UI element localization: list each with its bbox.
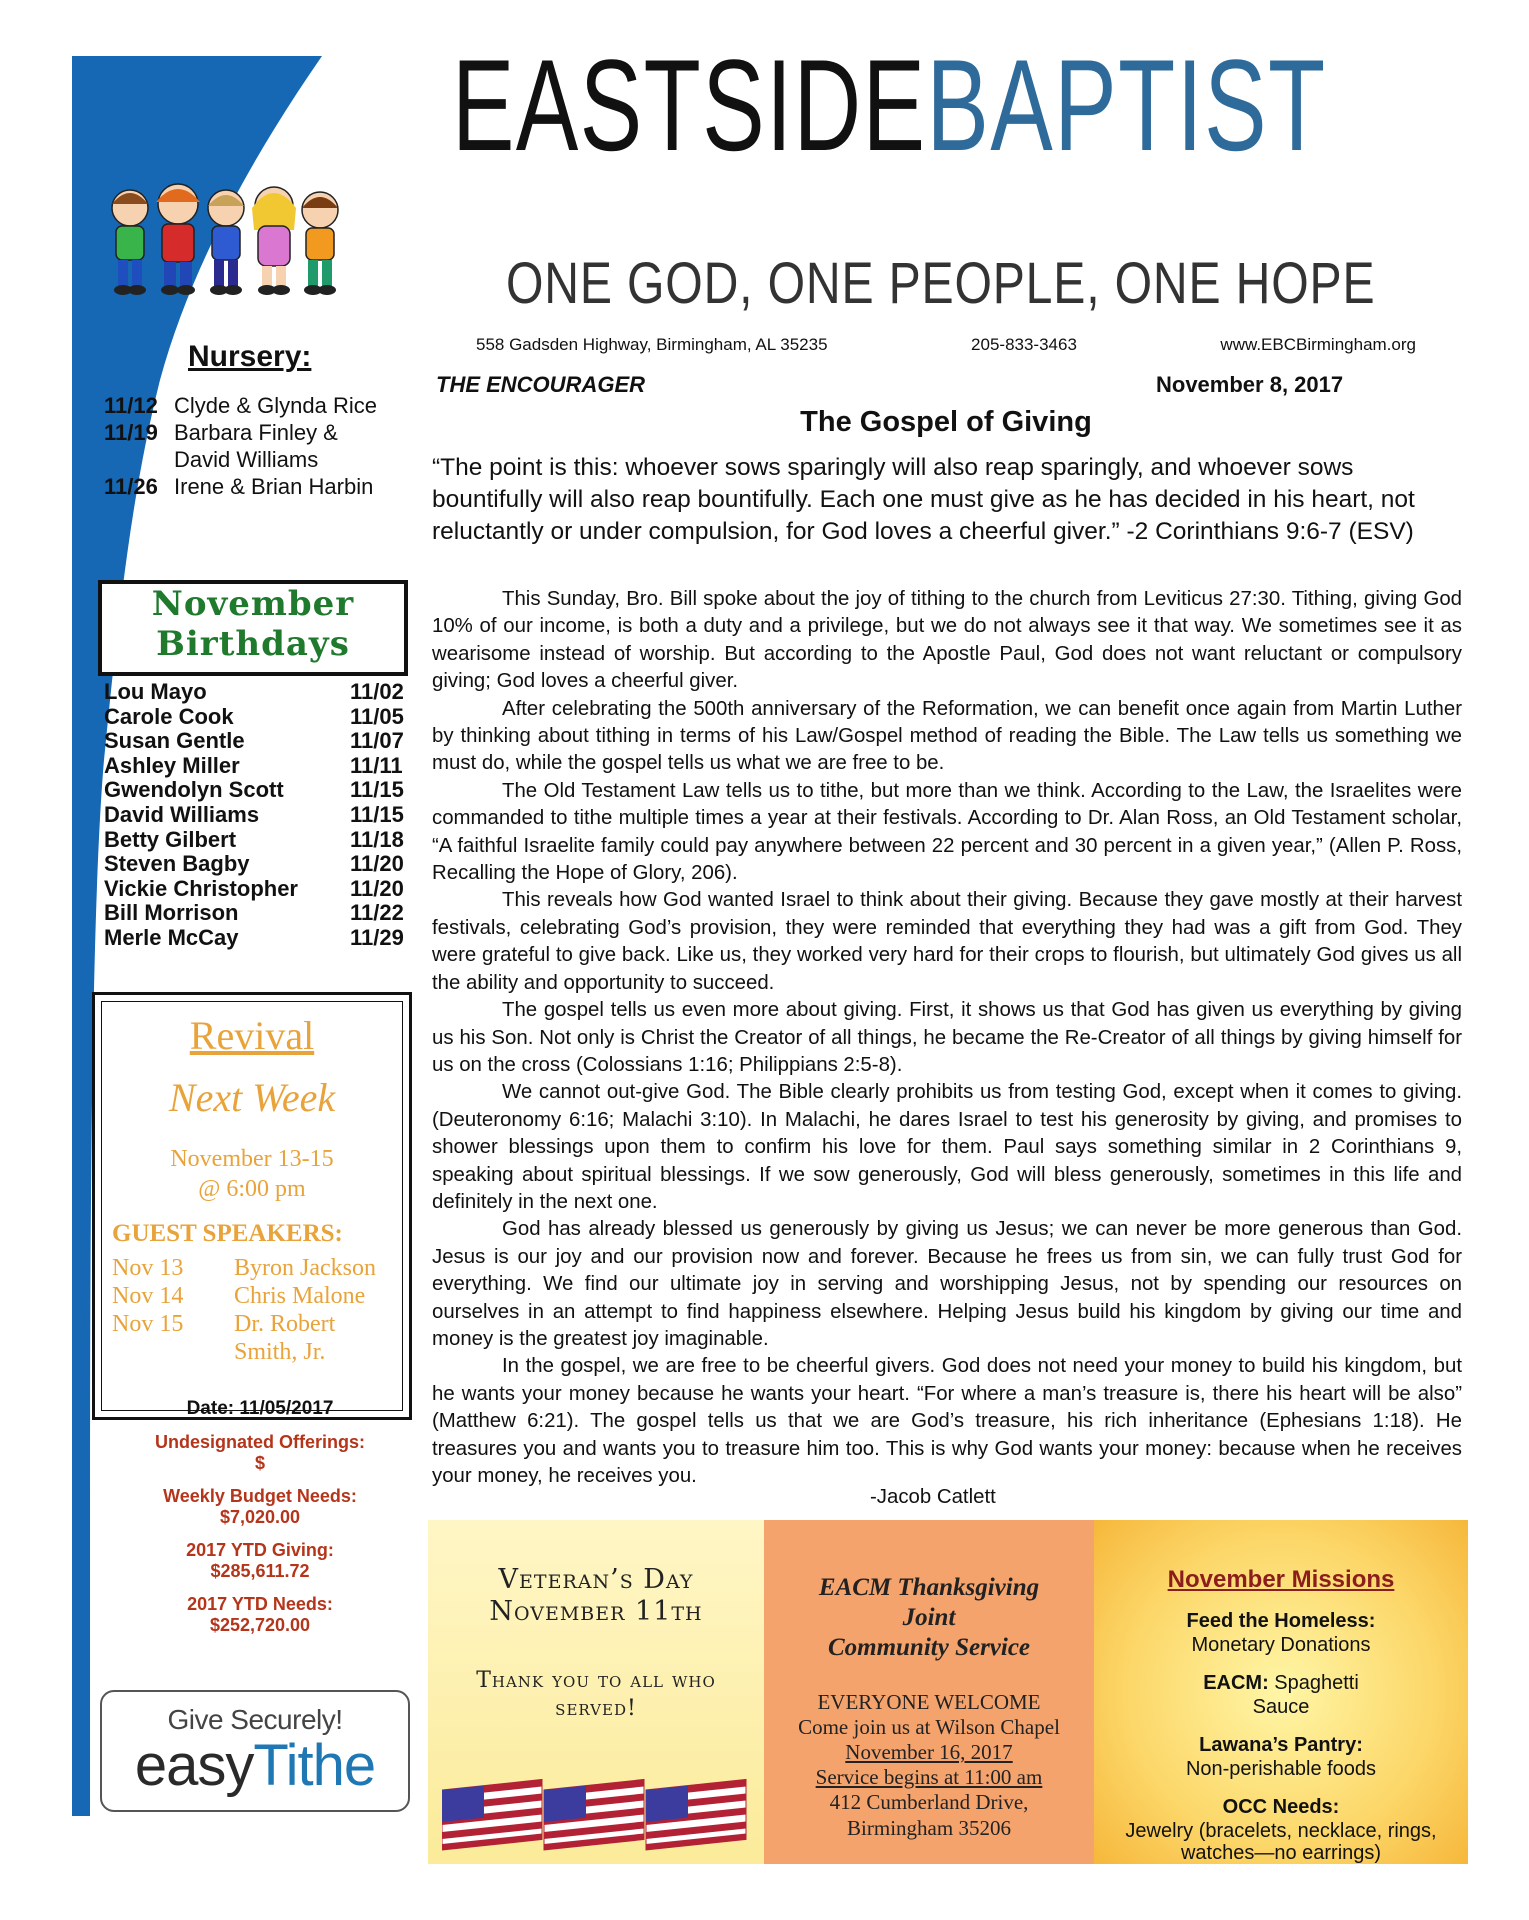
nursery-names: Irene & Brian Harbin — [174, 474, 374, 499]
nursery-entry — [104, 419, 424, 446]
nursery-entry — [104, 473, 424, 500]
speaker-row — [112, 1254, 376, 1282]
article-body — [432, 586, 1462, 1490]
finance-date: Date: 11/05/2017 — [186, 1398, 334, 1419]
mission-detail: watches—no earrings) — [1180, 1842, 1382, 1864]
easytithe-logo-easy: easy — [134, 1733, 254, 1798]
revival-time: @ 6:00 pm — [198, 1176, 306, 1202]
mission-detail: Jewelry (bracelets, necklace, rings, — [1125, 1820, 1437, 1842]
birthday-date: 11/07 — [350, 728, 404, 754]
church-name-part2: BAPTIST — [926, 32, 1327, 178]
eacm-title-line3: Community Service — [827, 1634, 1031, 1661]
article-paragraph: After celebrating the 500th anniversary of the Reformation, we can benefit once again from Martin Luther by thinking about tithing in terms of his Law/Gospel method of reading the Bible. The Law tells us something we must do, while the gospel tells us what we are free to be. — [432, 697, 1462, 775]
revival-date-range: November 13-15 — [170, 1146, 334, 1172]
article-paragraph: We cannot out-give God. The Bible clearly prohibits us from testing God, except when it comes to giving. (Deuteronomy 6:16; Malachi 3:10). In Malachi, he dares Israel to test his generosity by giving, and promises to shower blessings upon them to confirm his love for them. Paul says something similar in 2 Corinthians 9, speaking about spiritual blessings. If we sow generously, God will bless generously, sometimes in this life and definitely in the next one. — [432, 1081, 1462, 1213]
revival-inner-border — [101, 1001, 403, 1411]
birthday-name: Susan Gentle — [104, 728, 245, 754]
finance-summary — [100, 1398, 420, 1648]
birthday-name: Bill Morrison — [104, 900, 239, 926]
eacm-address-line2: Birmingham 35206 — [847, 1816, 1011, 1840]
mission-detail: Spaghetti — [1268, 1672, 1359, 1694]
birthday-date: 11/20 — [350, 851, 404, 877]
mission-detail: Non-perishable foods — [1185, 1758, 1377, 1780]
veterans-date: November 11th — [489, 1596, 703, 1627]
birthday-date: 11/05 — [350, 703, 404, 729]
eacm-title-line1: EACM Thanksgiving — [818, 1574, 1040, 1601]
easytithe-tagline: Give Securely! — [167, 1704, 343, 1735]
birthday-entry — [104, 926, 414, 951]
speaker-name: Smith, Jr. — [234, 1339, 326, 1365]
speaker-name: Dr. Robert — [234, 1311, 336, 1337]
newsletter-name: THE ENCOURAGER — [436, 372, 646, 397]
eacm-address-line1: 412 Cumberland Drive, — [829, 1790, 1029, 1814]
birthday-name: David Williams — [104, 801, 260, 827]
easytithe-logo — [102, 1732, 408, 1799]
speaker-row — [112, 1282, 365, 1310]
article-paragraph: The Old Testament Law tells us to tithe, but more than we think. According to the Law, the Israelites were commanded to tithe multiple times a year at their festivals. According to Dr. Alan Ross, an Old Testament scholar, “A faithful Israelite family could pay anywhere between 22 percent and 30 percent in a given year,” (Allen P. Ross, Recalling the Hope of Glory, 206). — [432, 779, 1462, 885]
birthday-name: Merle McCay — [104, 924, 239, 950]
birthday-date: 11/29 — [350, 924, 404, 950]
speaker-name: Chris Malone — [234, 1283, 366, 1309]
eacm-time: Service begins at 11:00 am — [815, 1765, 1043, 1789]
easytithe-button[interactable] — [100, 1690, 410, 1812]
speaker-row — [112, 1338, 325, 1366]
undesignated-value: $ — [254, 1453, 265, 1473]
church-website[interactable]: www.EBCBirmingham.org — [1220, 335, 1416, 354]
church-name-part1: EASTSIDE — [452, 32, 927, 178]
nursery-entry — [104, 446, 424, 473]
november-missions-panel — [1094, 1520, 1468, 1864]
birthdays-title-line2: Birthdays — [156, 624, 350, 664]
us-flags-icon — [442, 1772, 752, 1856]
article-paragraph: God has already blessed us generously by giving us Jesus; we can never be more generous than God. Jesus is our joy and our provision now and forever. Because he frees us from sin, we can fully trust God for everything. We find our ultimate joy in serving and worshipping Jesus, not by spending our resources on ourselves in an attempt to find happiness elsewhere. Helping Jesus build his kingdom by giving our time and money is the greatest joy imaginable. — [432, 1218, 1462, 1350]
mission-eacm-line — [1094, 1672, 1468, 1695]
birthday-date: 11/18 — [350, 826, 404, 852]
article-paragraph: This Sunday, Bro. Bill spoke about the joy of tithing to the church from Leviticus 27:30. Tithing, giving God 10% of our income, is both a duty and a privilege, but we do not always see it that way. We sometimes see it as wearisome instead of worship. But according to the Apostle Paul, God does not want reluctant or compulsory giving; God loves a cheerful giver. — [432, 588, 1462, 693]
birthday-entry — [104, 729, 414, 754]
missions-title: November Missions — [1167, 1566, 1395, 1593]
birthday-date: 11/20 — [350, 875, 404, 901]
birthday-entry — [104, 705, 414, 730]
church-name — [452, 32, 1327, 178]
easytithe-logo-tithe: Tithe — [253, 1733, 376, 1798]
nursery-date: 11/26 — [104, 474, 158, 499]
birthday-entry — [104, 754, 414, 779]
veterans-title: Veteran’s Day — [498, 1564, 694, 1595]
birthday-name: Steven Bagby — [104, 851, 250, 877]
nursery-names: David Williams — [174, 447, 319, 472]
issue-date: November 8, 2017 — [1156, 372, 1344, 397]
veterans-thanks-line2: served! — [555, 1696, 637, 1721]
nursery-list — [104, 392, 424, 500]
mission-detail: Sauce — [1252, 1696, 1310, 1718]
article-scripture-quote: “The point is this: whoever sows sparingly will also reap sparingly, and whoever sows bountifully will also reap bountifully. Each one must give as he has decided in his heart, not reluctantly or under compulsion, for God loves a cheerful giver.” -2 Corinthians 9:6-7 (ESV) — [432, 454, 1415, 545]
birthday-name: Vickie Christopher — [104, 875, 298, 901]
birthday-name: Betty Gilbert — [104, 826, 237, 852]
birthday-date: 11/15 — [350, 777, 404, 803]
speaker-row — [112, 1310, 335, 1338]
nursery-date — [104, 446, 174, 473]
mission-heading: Feed the Homeless: — [1186, 1610, 1376, 1632]
eacm-thanksgiving-panel — [764, 1520, 1094, 1864]
birthday-date: 11/15 — [350, 801, 404, 827]
birthdays-title-line1: November — [151, 584, 355, 624]
revival-box — [92, 992, 412, 1420]
birthday-entry — [104, 778, 414, 803]
veterans-day-panel — [428, 1520, 764, 1864]
mission-heading: OCC Needs: — [1222, 1796, 1340, 1818]
article-paragraph: This reveals how God wanted Israel to think about their giving. Because they gave mostly at their harvest festivals, celebrating God’s provision, they were reminded that everything they had was a gift from God. They were grateful to give back. Like us, they worked very hard for their crops to flourish, but ultimately God gives us all the ability and opportunity to succeed. — [432, 889, 1462, 994]
mission-heading: EACM: — [1203, 1672, 1269, 1694]
birthday-entry — [104, 828, 414, 853]
nursery-names: Clyde & Glynda Rice — [174, 393, 377, 418]
ytd-needs-value: $252,720.00 — [209, 1615, 311, 1635]
eacm-welcome: EVERYONE WELCOME — [817, 1690, 1041, 1714]
birthdays-list — [104, 680, 414, 951]
ytd-giving-label: 2017 YTD Giving: — [186, 1540, 334, 1560]
revival-title: Revival — [189, 1013, 315, 1058]
birthday-entry — [104, 901, 414, 926]
church-tagline: ONE GOD, ONE PEOPLE, ONE HOPE — [506, 251, 1376, 316]
nursery-title: Nursery: — [188, 340, 312, 373]
undesignated-label: Undesignated Offerings: — [154, 1432, 365, 1452]
eacm-location: Come join us at Wilson Chapel — [798, 1715, 1060, 1739]
birthday-entry — [104, 852, 414, 877]
birthday-name: Carole Cook — [104, 703, 234, 729]
birthday-name: Lou Mayo — [104, 679, 207, 704]
birthday-entry — [104, 877, 414, 902]
mission-heading: Lawana’s Pantry: — [1199, 1734, 1363, 1756]
ytd-needs-label: 2017 YTD Needs: — [187, 1594, 333, 1614]
birthday-name: Ashley Miller — [104, 752, 240, 778]
speaker-date: Nov 15 — [112, 1311, 184, 1337]
mission-detail: Monetary Donations — [1191, 1634, 1371, 1656]
nursery-names: Barbara Finley & — [174, 420, 338, 445]
guest-speakers-heading: GUEST SPEAKERS: — [112, 1220, 343, 1247]
article-paragraph: The gospel tells us even more about giving. First, it shows us that God has given us everything by giving us his Son. Not only is Christ the Creator of all things, he became the Re-Creator of all things by giving himself for us on the cross (Colossians 1:16; Philippians 2:5-8). — [432, 999, 1462, 1076]
speaker-date: Nov 13 — [112, 1255, 184, 1281]
nursery-date: 11/12 — [104, 393, 158, 418]
contact-line — [476, 335, 1416, 355]
veterans-thanks-line1: Thank you to all who — [476, 1668, 716, 1693]
birthday-date: 11/22 — [350, 900, 404, 926]
revival-subtitle: Next Week — [168, 1075, 336, 1120]
article-author: -Jacob Catlett — [870, 1486, 996, 1508]
sidebar — [0, 0, 420, 1920]
speaker-name: Byron Jackson — [234, 1255, 376, 1281]
birthdays-heading-box — [98, 580, 408, 676]
weekly-budget-value: $7,020.00 — [219, 1507, 301, 1527]
birthday-date: 11/11 — [350, 752, 403, 778]
birthday-entry — [104, 680, 414, 705]
birthday-entry — [104, 803, 414, 828]
revival-dates — [102, 1144, 402, 1204]
eacm-title-line2: Joint — [902, 1604, 956, 1631]
weekly-budget-label: Weekly Budget Needs: — [163, 1486, 357, 1506]
speaker-date — [112, 1338, 234, 1366]
church-address: 558 Gadsden Highway, Birmingham, AL 35235 — [476, 335, 828, 354]
speaker-date: Nov 14 — [112, 1283, 184, 1309]
church-phone: 205-833-3463 — [971, 335, 1077, 354]
birthday-name: Gwendolyn Scott — [104, 777, 284, 803]
article-title: The Gospel of Giving — [800, 406, 1092, 438]
ytd-giving-value: $285,611.72 — [210, 1561, 310, 1581]
article-paragraph: In the gospel, we are free to be cheerful givers. God does not need your money to build his kingdom, but he wants your money because he wants your heart. “For where a man’s treasure is, there his heart will be also” (Matthew 6:21). The gospel tells us that we are God’s treasure, his rich inheritance (Ephesians 1:18). He treasures you and wants you to treasure him too. This is why God wants your money: because when he receives your money, he receives you. — [432, 1355, 1462, 1487]
nursery-date: 11/19 — [104, 420, 158, 445]
nursery-entry — [104, 392, 424, 419]
children-clipart — [104, 180, 344, 300]
birthday-date: 11/02 — [350, 679, 404, 704]
eacm-date: November 16, 2017 — [845, 1740, 1013, 1764]
